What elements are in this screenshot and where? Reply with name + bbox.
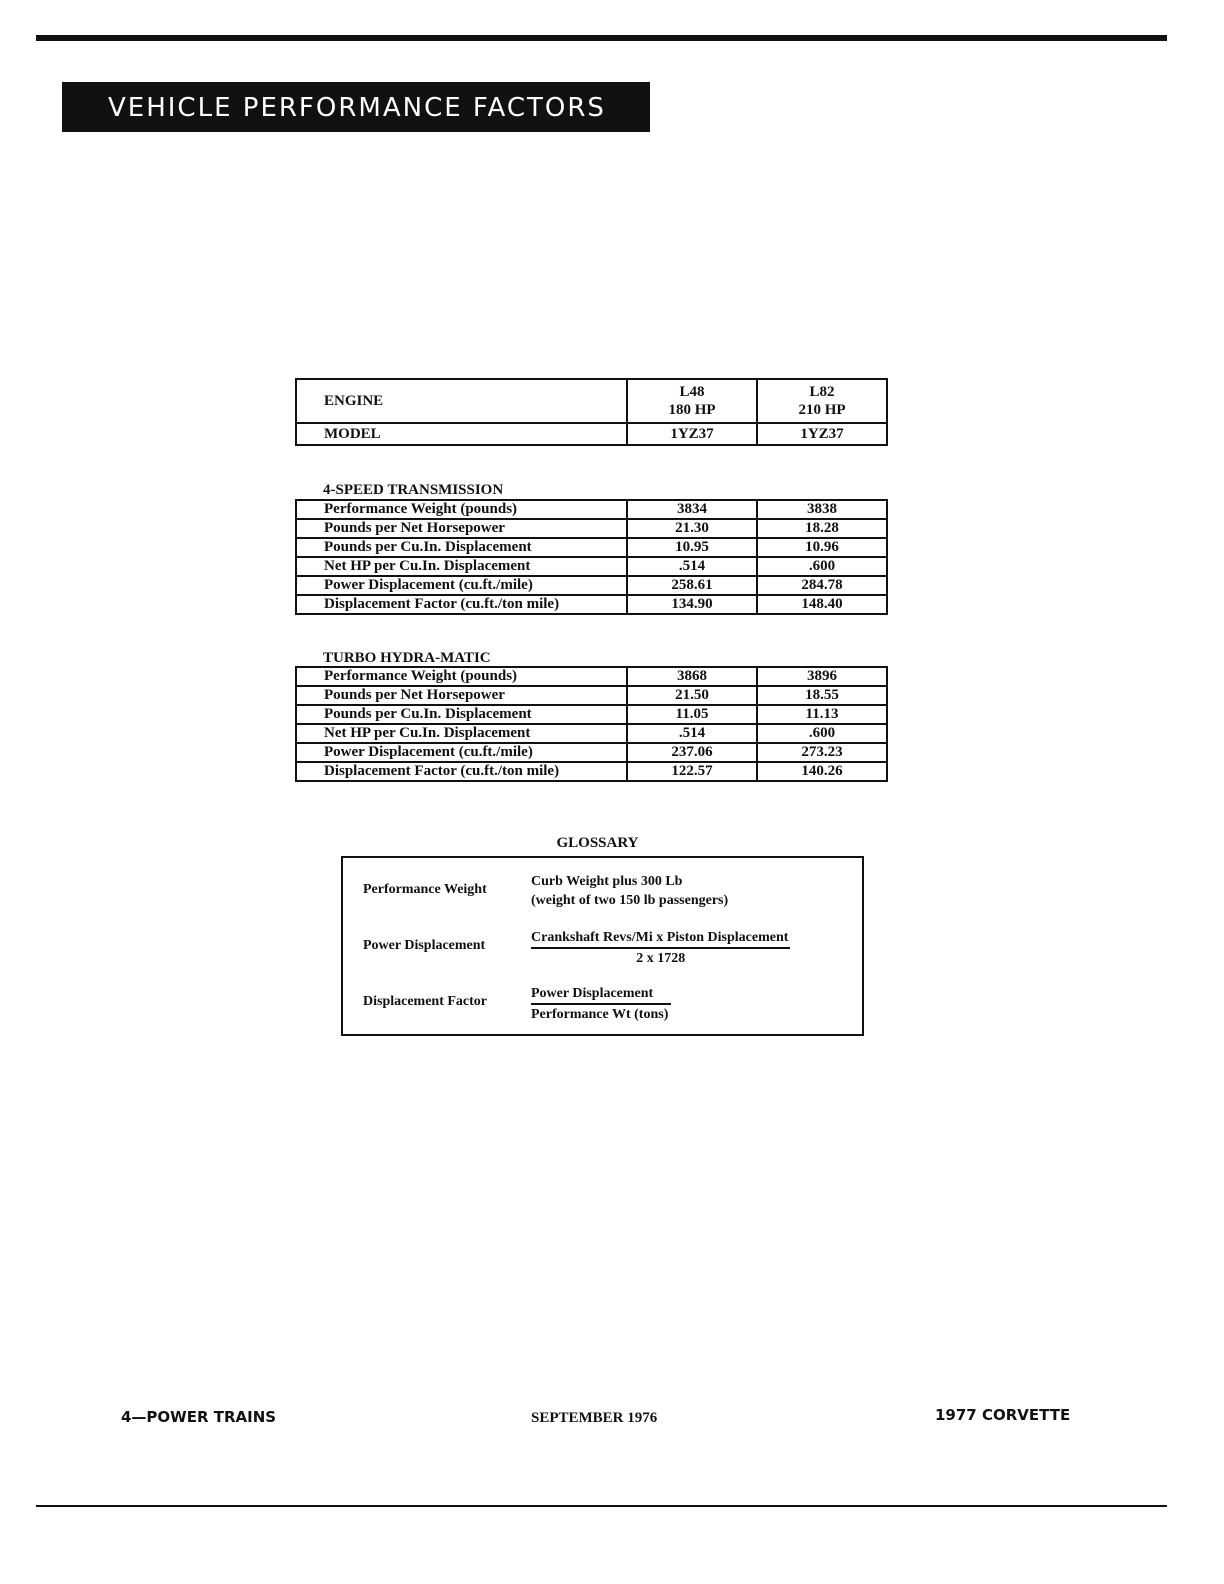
table-row [296,686,887,705]
top-rule [36,35,1167,41]
fraction-numerator: Power Displacement [531,984,671,1005]
engine-l82-cell [757,379,887,423]
model-row [296,423,887,445]
table-row [296,595,887,614]
section-heading-turbo-hydramatic: TURBO HYDRA-MATIC [323,650,491,666]
model-l48: 1YZ37 [627,423,757,445]
glossary-term-displacement-factor: Displacement Factor [363,994,488,1009]
glossary-term-power-displacement: Power Displacement [363,938,486,953]
value-l48: 21.30 [627,519,757,538]
table-row [296,705,887,724]
glossary-box [341,856,864,1036]
row-label: Power Displacement (cu.ft./mile) [296,576,627,595]
value-l82: 18.55 [757,686,887,705]
value-l48: .514 [627,724,757,743]
value-l48: 3834 [627,500,757,519]
row-label: Net HP per Cu.In. Displacement [296,557,627,576]
engine-table [295,378,888,446]
row-label: Pounds per Net Horsepower [296,686,627,705]
table-row [296,743,887,762]
glossary-def-performance-weight [531,872,728,910]
value-l82: 148.40 [757,595,887,614]
model-l82: 1YZ37 [757,423,887,445]
row-label: Pounds per Cu.In. Displacement [296,538,627,557]
row-label: Performance Weight (pounds) [296,667,627,686]
engine-hp-l82: 210 HP [798,402,846,418]
row-label: Net HP per Cu.In. Displacement [296,724,627,743]
footer-date: SEPTEMBER 1976 [531,1410,658,1426]
glossary-def-line: Curb Weight plus 300 Lb [531,874,683,889]
glossary-def-power-displacement [531,928,790,968]
value-l82: .600 [757,724,887,743]
row-label: Pounds per Net Horsepower [296,519,627,538]
value-l48: 134.90 [627,595,757,614]
value-l48: .514 [627,557,757,576]
engine-label: ENGINE [296,379,627,423]
value-l48: 11.05 [627,705,757,724]
fraction-denominator: 2 x 1728 [636,951,686,966]
glossary-title: GLOSSARY [556,835,639,851]
row-label: Pounds per Cu.In. Displacement [296,705,627,724]
value-l48: 21.50 [627,686,757,705]
footer-model: 1977 CORVETTE [935,1406,1071,1424]
value-l82: 273.23 [757,743,887,762]
engine-row [296,379,887,423]
page-title: VEHICLE PERFORMANCE FACTORS [62,82,650,132]
value-l82: 10.96 [757,538,887,557]
value-l82: .600 [757,557,887,576]
fraction-numerator: Crankshaft Revs/Mi x Piston Displacement [531,928,790,949]
table-turbo-hydramatic [295,666,888,782]
row-label: Power Displacement (cu.ft./mile) [296,743,627,762]
table-row [296,762,887,781]
fraction-denominator: Performance Wt (tons) [531,1007,669,1022]
table-row [296,576,887,595]
value-l82: 3896 [757,667,887,686]
row-label: Displacement Factor (cu.ft./ton mile) [296,595,627,614]
bottom-rule [36,1505,1167,1507]
value-l82: 3838 [757,500,887,519]
engine-l48-cell [627,379,757,423]
table-row [296,519,887,538]
table-row [296,724,887,743]
table-row [296,557,887,576]
table-row [296,667,887,686]
value-l48: 237.06 [627,743,757,762]
value-l48: 3868 [627,667,757,686]
value-l82: 11.13 [757,705,887,724]
footer-section: 4—POWER TRAINS [121,1408,277,1426]
value-l82: 18.28 [757,519,887,538]
row-label: Performance Weight (pounds) [296,500,627,519]
value-l48: 258.61 [627,576,757,595]
table-4speed [295,499,888,615]
glossary-def-displacement-factor [531,984,671,1024]
value-l48: 122.57 [627,762,757,781]
model-label: MODEL [296,423,627,445]
glossary-term-performance-weight: Performance Weight [363,882,487,897]
table-row [296,538,887,557]
table-row [296,500,887,519]
value-l82: 140.26 [757,762,887,781]
glossary-def-line: (weight of two 150 lb passengers) [531,893,729,908]
value-l48: 10.95 [627,538,757,557]
engine-code-l48: L48 [679,384,705,400]
row-label: Displacement Factor (cu.ft./ton mile) [296,762,627,781]
engine-hp-l48: 180 HP [668,402,716,418]
section-heading-4speed: 4-SPEED TRANSMISSION [323,482,504,498]
engine-code-l82: L82 [809,384,835,400]
value-l82: 284.78 [757,576,887,595]
